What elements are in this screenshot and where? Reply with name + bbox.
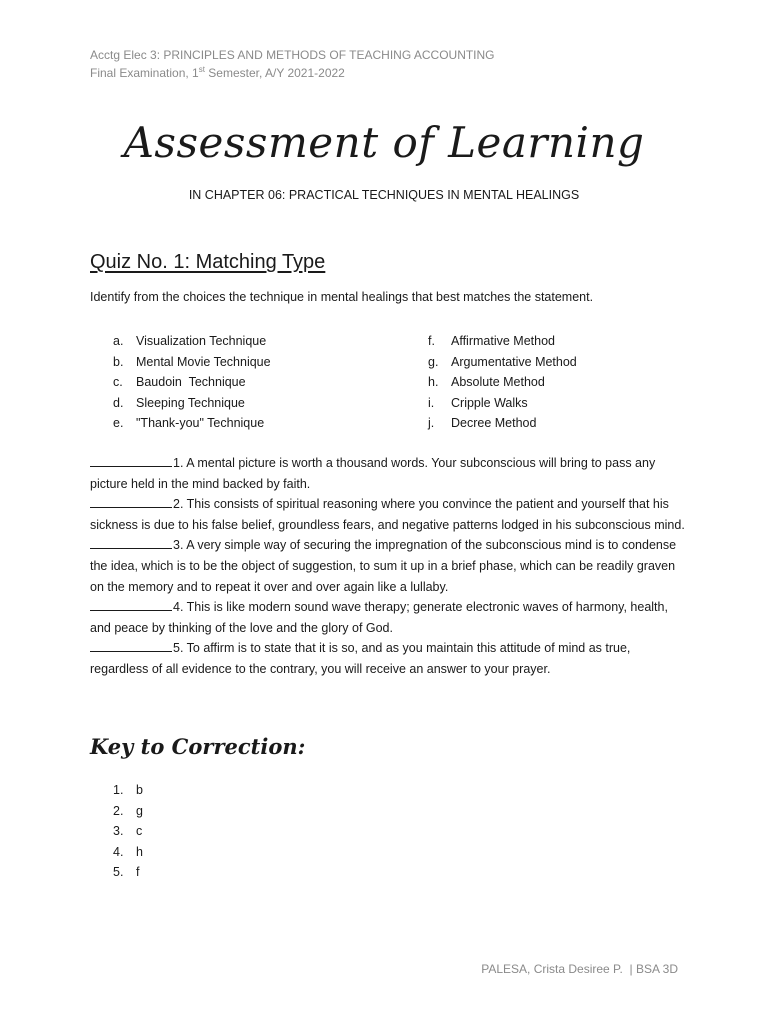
choice-item: f. Affirmative Method: [428, 334, 555, 348]
quiz-title: Quiz No. 1: Matching Type: [90, 251, 326, 273]
answer-blank[interactable]: [90, 495, 172, 508]
exam-info-sup: st: [198, 65, 205, 74]
quiz-item: 3. A very simple way of securing the impregnation of the subconscious mind is to condense the idea, which is to be the object of suggestion, to sum it up in a brief phase, which can be readily graven on the memory and to repeat it over and over again like a lullaby.: [90, 538, 677, 594]
exam-info: [90, 64, 495, 82]
answer-blank[interactable]: [90, 639, 172, 652]
quiz-item: 5. To affirm is to state that it is so, and as you maintain this attitude of mind as true, regardless of all evidence to the contrary, you will receive an answer to your prayer.: [90, 641, 631, 676]
answer-key-list: [113, 780, 143, 883]
page-subtitle: IN CHAPTER 06: PRACTICAL TECHNIQUES IN MENTAL HEALINGS: [188, 188, 580, 202]
quiz-instructions: Identify from the choices the technique in mental healings that best matches the statement.: [90, 290, 594, 304]
choice-item: c. Baudoin Technique: [113, 375, 246, 389]
course-title: Acctg Elec 3: PRINCIPLES AND METHODS OF TEACHING ACCOUNTING: [90, 48, 495, 62]
answer-key-item: 1. b: [113, 783, 143, 797]
answer-key-item: 4. h: [113, 844, 143, 859]
quiz-item: 4. This is like modern sound wave therapy; generate electronic waves of harmony, health, and peace by thinking of the love and the glory of God.: [90, 600, 668, 635]
choice-item: a. Visualization Technique: [113, 334, 267, 348]
page-footer: PALESA, Crista Desiree P. | BSA 3D: [481, 962, 678, 976]
choice-item: h. Absolute Method: [428, 375, 545, 389]
quiz-item: 1. A mental picture is worth a thousand words. Your subconscious will bring to pass any picture held in the mind backed by faith.: [90, 456, 656, 491]
choices-list-left: [113, 331, 271, 434]
answer-key-item: 2. g: [113, 803, 143, 818]
page-title: Assessment of Learning: [123, 118, 645, 167]
exam-info-pre: Final Examination, 1: [90, 66, 199, 80]
answer-blank[interactable]: [90, 536, 172, 549]
answer-blank[interactable]: [90, 454, 172, 467]
choice-item: g. Argumentative Method: [428, 354, 577, 369]
choice-item: d. Sleeping Technique: [113, 395, 245, 410]
choice-item: j. Decree Method: [428, 416, 537, 430]
choice-item: e. "Thank-you" Technique: [113, 416, 265, 430]
answer-key-item: 3. c: [113, 824, 143, 839]
choice-item: b. Mental Movie Technique: [113, 354, 271, 369]
answer-blank[interactable]: [90, 598, 172, 611]
answer-key-item: 5. f: [113, 865, 140, 880]
answer-key-title: Key to Correction:: [90, 734, 306, 759]
choice-item: i. Cripple Walks: [428, 395, 528, 410]
exam-info-post: Semester, A/Y 2021-2022: [204, 66, 345, 80]
quiz-item: 2. This consists of spiritual reasoning where you convince the patient and yourself that his sickness is due to his false belief, groundless fears, and negative patterns lodged in his subconscious mind.: [90, 497, 685, 532]
choices-list-right: [428, 331, 577, 434]
course-header: [90, 46, 495, 82]
quiz-items: [90, 453, 690, 680]
